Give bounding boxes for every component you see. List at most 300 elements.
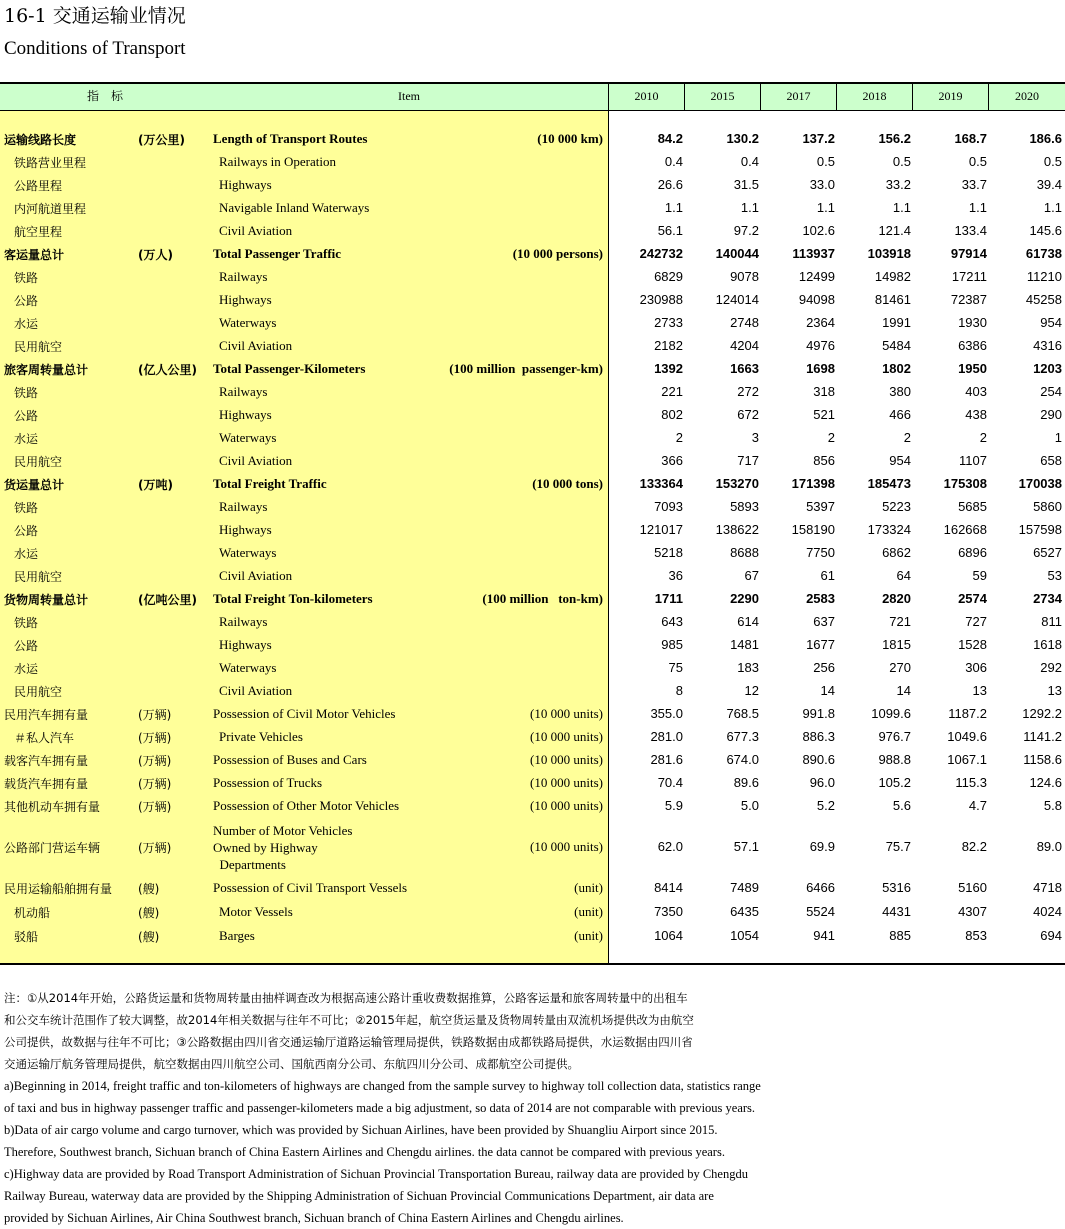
table-row bbox=[0, 748, 1065, 771]
cell-value: 62.0 bbox=[657, 839, 683, 854]
cell-value: 84.2 bbox=[657, 131, 683, 146]
cell-value: 721 bbox=[889, 614, 911, 629]
table-row bbox=[0, 311, 1065, 334]
cell-value: 61738 bbox=[1025, 246, 1062, 261]
row-label-en: Civil Aviation bbox=[219, 338, 293, 353]
cell-value: 157598 bbox=[1018, 522, 1062, 537]
row-unit-en: (unit) bbox=[574, 928, 603, 943]
row-unit-cn: (万公里) bbox=[138, 133, 185, 147]
cell-value: 5223 bbox=[882, 499, 911, 514]
row-label-en: Barges bbox=[219, 928, 255, 943]
cell-value: 1.1 bbox=[1043, 200, 1062, 215]
cell-value: 521 bbox=[813, 407, 835, 422]
cell-value: 130.2 bbox=[726, 131, 759, 146]
row-label-cn: 货运量总计 bbox=[4, 478, 65, 492]
cell-value: 59 bbox=[972, 568, 987, 583]
row-label-en: Civil Aviation bbox=[219, 453, 293, 468]
cell-value: 0.5 bbox=[816, 154, 835, 169]
cell-value: 5860 bbox=[1033, 499, 1062, 514]
row-label-en: Possession of Civil Transport Vessels bbox=[213, 880, 408, 895]
cell-value: 2 bbox=[675, 430, 683, 445]
cell-value: 175308 bbox=[943, 476, 987, 491]
table-row bbox=[0, 820, 1065, 874]
cell-value: 8414 bbox=[654, 880, 683, 895]
cell-value: 72387 bbox=[950, 292, 987, 307]
cell-value: 8 bbox=[675, 683, 683, 698]
cell-value: 5218 bbox=[654, 545, 683, 560]
cell-value: 39.4 bbox=[1036, 177, 1062, 192]
column-divider bbox=[760, 83, 761, 110]
note-cn-line: 交通运输厅航务管理局提供，航空数据由四川航空公司、国航西南分公司、东航四川分公司、成都航空公司提供。 bbox=[4, 1057, 579, 1071]
cell-value: 158190 bbox=[791, 522, 835, 537]
note-en-line: Railway Bureau, waterway data are provided by the Shipping Administration of Sichuan Provincial Communications Department, air data are bbox=[4, 1189, 714, 1203]
row-label-cn: 民用汽车拥有量 bbox=[4, 708, 89, 722]
table-row bbox=[0, 150, 1065, 173]
cell-value: 0.4 bbox=[740, 154, 759, 169]
cell-value: 33.0 bbox=[809, 177, 835, 192]
cell-value: 677.3 bbox=[726, 729, 759, 744]
cell-value: 281.0 bbox=[650, 729, 683, 744]
table-row bbox=[0, 702, 1065, 725]
header-year: 2020 bbox=[989, 83, 1065, 110]
cell-value: 355.0 bbox=[650, 706, 683, 721]
cell-value: 171398 bbox=[791, 476, 835, 491]
cell-value: 1677 bbox=[806, 637, 835, 652]
row-label-cn: 铁路 bbox=[14, 386, 39, 400]
table-row bbox=[0, 288, 1065, 311]
cell-value: 7350 bbox=[654, 904, 683, 919]
row-unit-en: (unit) bbox=[574, 880, 603, 895]
cell-value: 2748 bbox=[730, 315, 759, 330]
cell-value: 768.5 bbox=[726, 706, 759, 721]
cell-value: 1 bbox=[1054, 430, 1062, 445]
cell-value: 33.2 bbox=[885, 177, 911, 192]
header-item: Item bbox=[210, 83, 608, 110]
cell-value: 954 bbox=[889, 453, 911, 468]
cell-value: 4431 bbox=[882, 904, 911, 919]
cell-value: 6527 bbox=[1033, 545, 1062, 560]
table-row bbox=[0, 357, 1065, 380]
row-label-cn: 货物周转量总计 bbox=[4, 593, 89, 607]
cell-value: 7489 bbox=[730, 880, 759, 895]
cell-value: 2 bbox=[979, 430, 987, 445]
cell-value: 1292.2 bbox=[1022, 706, 1062, 721]
cell-value: 1054 bbox=[730, 928, 759, 943]
cell-value: 6862 bbox=[882, 545, 911, 560]
cell-value: 380 bbox=[889, 384, 911, 399]
cell-value: 5524 bbox=[806, 904, 835, 919]
cell-value: 13 bbox=[972, 683, 987, 698]
cell-value: 853 bbox=[965, 928, 987, 943]
row-label-cn: 水运 bbox=[14, 432, 39, 446]
row-unit-en: (10 000 units) bbox=[530, 775, 603, 790]
cell-value: 53 bbox=[1047, 568, 1062, 583]
cell-value: 133364 bbox=[639, 476, 683, 491]
table-row bbox=[0, 771, 1065, 794]
cell-value: 1930 bbox=[958, 315, 987, 330]
row-unit-cn: (万辆) bbox=[138, 777, 172, 791]
cell-value: 105.2 bbox=[878, 775, 911, 790]
cell-value: 1.1 bbox=[740, 200, 759, 215]
row-label-en: Railways bbox=[219, 499, 268, 514]
row-label-cn: 运输线路长度 bbox=[4, 133, 77, 147]
table-row bbox=[0, 426, 1065, 449]
cell-value: 256 bbox=[813, 660, 835, 675]
row-label-en: Possession of Trucks bbox=[213, 775, 323, 790]
row-label-cn: 铁路 bbox=[14, 616, 39, 630]
cell-value: 614 bbox=[737, 614, 759, 629]
row-label-en: Possession of Civil Motor Vehicles bbox=[213, 706, 396, 721]
row-unit-cn: (万吨) bbox=[138, 478, 173, 492]
cell-value: 1067.1 bbox=[947, 752, 987, 767]
cell-value: 97914 bbox=[950, 246, 987, 261]
row-label-cn: 其他机动车拥有量 bbox=[4, 800, 101, 814]
row-label-en: Waterways bbox=[219, 660, 277, 675]
cell-value: 5160 bbox=[958, 880, 987, 895]
column-divider bbox=[912, 83, 913, 110]
table-row bbox=[0, 876, 1065, 900]
cell-value: 885 bbox=[889, 928, 911, 943]
note-cn-line: 注：①从2014年开始，公路货运量和货物周转量由抽样调查改为根据高速公路计重收费数据推算，公路客运量和旅客周转量中的出租车 bbox=[4, 991, 688, 1005]
table-row bbox=[0, 633, 1065, 656]
table-row bbox=[0, 219, 1065, 242]
cell-value: 17211 bbox=[951, 269, 987, 284]
cell-value: 1099.6 bbox=[871, 706, 911, 721]
cell-value: 954 bbox=[1040, 315, 1062, 330]
row-label-en-line: Number of Motor Vehicles bbox=[213, 823, 353, 838]
cell-value: 82.2 bbox=[961, 839, 987, 854]
row-label-cn: 公路里程 bbox=[14, 179, 63, 193]
cell-value: 133.4 bbox=[954, 223, 987, 238]
cell-value: 674.0 bbox=[726, 752, 759, 767]
header-bottom-rule bbox=[0, 110, 1065, 111]
table-row bbox=[0, 610, 1065, 633]
note-en-line: Therefore, Southwest branch, Sichuan branch of China Eastern Airlines and Chengdu airlines. the data cannot be compared with previous years. bbox=[4, 1145, 725, 1159]
row-unit-cn: (艘) bbox=[138, 882, 160, 896]
cell-value: 11210 bbox=[1026, 269, 1062, 284]
cell-value: 124.6 bbox=[1029, 775, 1062, 790]
cell-value: 4204 bbox=[730, 338, 759, 353]
cell-value: 5484 bbox=[882, 338, 911, 353]
cell-value: 1711 bbox=[654, 591, 683, 606]
cell-value: 1049.6 bbox=[947, 729, 987, 744]
cell-value: 290 bbox=[1040, 407, 1062, 422]
table-row bbox=[0, 334, 1065, 357]
cell-value: 6386 bbox=[958, 338, 987, 353]
cell-value: 637 bbox=[813, 614, 835, 629]
cell-value: 89.0 bbox=[1036, 839, 1062, 854]
row-label-en: Waterways bbox=[219, 545, 277, 560]
row-label-cn: 载货汽车拥有量 bbox=[4, 777, 89, 791]
cell-value: 162668 bbox=[943, 522, 987, 537]
cell-value: 5.0 bbox=[740, 798, 759, 813]
cell-value: 694 bbox=[1040, 928, 1062, 943]
row-label-cn: 旅客周转量总计 bbox=[4, 363, 89, 377]
cell-value: 1392 bbox=[654, 361, 683, 376]
cell-value: 890.6 bbox=[802, 752, 835, 767]
row-label-en: Motor Vessels bbox=[219, 904, 293, 919]
table-row bbox=[0, 472, 1065, 495]
cell-value: 36 bbox=[668, 568, 683, 583]
table-row bbox=[0, 518, 1065, 541]
cell-value: 113937 bbox=[792, 246, 835, 261]
cell-value: 0.4 bbox=[664, 154, 683, 169]
cell-value: 5893 bbox=[730, 499, 759, 514]
table-row bbox=[0, 403, 1065, 426]
cell-value: 1.1 bbox=[816, 200, 835, 215]
cell-value: 70.4 bbox=[657, 775, 683, 790]
cell-value: 886.3 bbox=[802, 729, 835, 744]
table-row bbox=[0, 265, 1065, 288]
cell-value: 1528 bbox=[958, 637, 987, 652]
cell-value: 7093 bbox=[654, 499, 683, 514]
column-divider bbox=[988, 83, 989, 110]
row-label-en: Civil Aviation bbox=[219, 683, 293, 698]
row-label-en: Total Passenger Traffic bbox=[213, 246, 342, 261]
row-label-en: Highways bbox=[219, 407, 272, 422]
cell-value: 13 bbox=[1047, 683, 1062, 698]
table-row bbox=[0, 900, 1065, 924]
row-unit-en: (unit) bbox=[574, 904, 603, 919]
cell-value: 0.5 bbox=[1043, 154, 1062, 169]
cell-value: 121017 bbox=[639, 522, 683, 537]
cell-value: 1.1 bbox=[968, 200, 987, 215]
row-label-en: Railways bbox=[219, 269, 268, 284]
row-unit-en: (10 000 units) bbox=[530, 798, 603, 813]
row-unit-en: (10 000 tons) bbox=[532, 476, 603, 491]
row-label-en: Total Passenger-Kilometers bbox=[213, 361, 366, 376]
cell-value: 140044 bbox=[715, 246, 759, 261]
cell-value: 988.8 bbox=[878, 752, 911, 767]
row-label-cn: 机动船 bbox=[14, 906, 51, 920]
cell-value: 2182 bbox=[654, 338, 683, 353]
cell-value: 1698 bbox=[806, 361, 835, 376]
table-row bbox=[0, 380, 1065, 403]
table-row bbox=[0, 564, 1065, 587]
header-year: 2015 bbox=[685, 83, 760, 110]
cell-value: 170038 bbox=[1018, 476, 1062, 491]
table-row bbox=[0, 449, 1065, 472]
cell-value: 242732 bbox=[639, 246, 683, 261]
row-label-en: Highways bbox=[219, 292, 272, 307]
cell-value: 14 bbox=[896, 683, 911, 698]
cell-value: 727 bbox=[965, 614, 987, 629]
cell-value: 4976 bbox=[806, 338, 835, 353]
cell-value: 403 bbox=[965, 384, 987, 399]
cell-value: 2574 bbox=[958, 591, 987, 606]
cell-value: 7750 bbox=[806, 545, 835, 560]
row-label-en: Railways in Operation bbox=[219, 154, 336, 169]
cell-value: 8688 bbox=[730, 545, 759, 560]
cell-value: 5.9 bbox=[664, 798, 683, 813]
row-label-en: Total Freight Ton-kilometers bbox=[213, 591, 373, 606]
cell-value: 2733 bbox=[654, 315, 683, 330]
cell-value: 221 bbox=[661, 384, 683, 399]
cell-value: 75 bbox=[668, 660, 683, 675]
cell-value: 281.6 bbox=[650, 752, 683, 767]
column-divider bbox=[836, 83, 837, 110]
row-unit-cn: (万辆) bbox=[138, 708, 172, 722]
cell-value: 2583 bbox=[806, 591, 835, 606]
row-label-cn: 民用航空 bbox=[14, 455, 63, 469]
row-label-cn: 公路 bbox=[14, 524, 39, 538]
row-label-cn: 民用航空 bbox=[14, 685, 63, 699]
row-label-cn: 铁路营业里程 bbox=[14, 156, 87, 170]
cell-value: 75.7 bbox=[885, 839, 911, 854]
cell-value: 2734 bbox=[1033, 591, 1062, 606]
cell-value: 717 bbox=[737, 453, 759, 468]
row-label-en: Length of Transport Routes bbox=[213, 131, 368, 146]
row-label-cn: 公路 bbox=[14, 639, 39, 653]
cell-value: 802 bbox=[661, 407, 683, 422]
table-row bbox=[0, 679, 1065, 702]
row-label-cn: 水运 bbox=[14, 317, 39, 331]
cell-value: 366 bbox=[661, 453, 683, 468]
row-label-cn: 公路 bbox=[14, 294, 39, 308]
row-label-cn: 水运 bbox=[14, 662, 39, 676]
cell-value: 466 bbox=[889, 407, 911, 422]
cell-value: 1158.6 bbox=[1023, 752, 1062, 767]
row-label-en: Navigable Inland Waterways bbox=[219, 200, 370, 215]
cell-value: 103918 bbox=[867, 246, 911, 261]
row-unit-en: (10 000 persons) bbox=[512, 246, 603, 261]
cell-value: 5.8 bbox=[1043, 798, 1062, 813]
cell-value: 306 bbox=[965, 660, 987, 675]
cell-value: 102.6 bbox=[802, 223, 835, 238]
row-label-en: Highways bbox=[219, 637, 272, 652]
row-label-en: Waterways bbox=[219, 315, 277, 330]
note-en-line: a)Beginning in 2014, freight traffic and ton-kilometers of highways are changed from the sample survey to highway toll collection data, statistics range bbox=[4, 1079, 761, 1093]
table-row bbox=[0, 127, 1065, 150]
cell-value: 1802 bbox=[882, 361, 911, 376]
row-label-cn: 水运 bbox=[14, 547, 39, 561]
cell-value: 976.7 bbox=[878, 729, 911, 744]
row-unit-cn: (亿人公里) bbox=[138, 363, 197, 377]
row-unit-cn: (万人) bbox=[138, 248, 173, 262]
cell-value: 985 bbox=[661, 637, 683, 652]
row-label-cn: 航空里程 bbox=[14, 225, 63, 239]
table-row bbox=[0, 794, 1065, 817]
row-label-cn: 民用航空 bbox=[14, 340, 63, 354]
cell-value: 67 bbox=[744, 568, 759, 583]
table-row bbox=[0, 495, 1065, 518]
cell-value: 5.2 bbox=[816, 798, 835, 813]
row-label-cn: 铁路 bbox=[14, 501, 39, 515]
header-year: 2017 bbox=[761, 83, 836, 110]
cell-value: 12 bbox=[744, 683, 759, 698]
row-label-en: Civil Aviation bbox=[219, 223, 293, 238]
cell-value: 9078 bbox=[730, 269, 759, 284]
row-label-cn: 公路 bbox=[14, 409, 39, 423]
cell-value: 26.6 bbox=[657, 177, 683, 192]
row-unit-en: (10 000 units) bbox=[530, 706, 603, 721]
row-unit-cn: (亿吨公里) bbox=[138, 593, 197, 607]
page-title-cn: 16-1 交通运输业情况 bbox=[4, 5, 186, 27]
cell-value: 121.4 bbox=[878, 223, 911, 238]
column-divider bbox=[684, 83, 685, 110]
footnotes bbox=[4, 987, 1054, 1229]
row-label-en: Highways bbox=[219, 522, 272, 537]
row-label-cn: 民用运输船舶拥有量 bbox=[4, 882, 113, 896]
table-row bbox=[0, 725, 1065, 748]
row-label-en: Civil Aviation bbox=[219, 568, 293, 583]
table-row bbox=[0, 196, 1065, 219]
cell-value: 1.1 bbox=[892, 200, 911, 215]
cell-value: 57.1 bbox=[733, 839, 759, 854]
cell-value: 96.0 bbox=[809, 775, 835, 790]
row-label-en: Total Freight Traffic bbox=[213, 476, 327, 491]
cell-value: 61 bbox=[820, 568, 835, 583]
cell-value: 138622 bbox=[715, 522, 759, 537]
row-unit-en: (10 000 units) bbox=[530, 752, 603, 767]
cell-value: 272 bbox=[737, 384, 759, 399]
cell-value: 81461 bbox=[874, 292, 911, 307]
row-label-en: Highways bbox=[219, 177, 272, 192]
row-label-en: Railways bbox=[219, 614, 268, 629]
cell-value: 115.3 bbox=[955, 775, 987, 790]
cell-value: 153270 bbox=[715, 476, 759, 491]
cell-value: 1950 bbox=[958, 361, 987, 376]
table-row bbox=[0, 541, 1065, 564]
cell-value: 156.2 bbox=[878, 131, 911, 146]
cell-value: 4718 bbox=[1033, 880, 1062, 895]
row-label-en: Railways bbox=[219, 384, 268, 399]
cell-value: 318 bbox=[813, 384, 835, 399]
cell-value: 2290 bbox=[730, 591, 759, 606]
cell-value: 14 bbox=[820, 683, 835, 698]
row-label-cn: 民用航空 bbox=[14, 570, 63, 584]
row-unit-cn: (艘) bbox=[138, 906, 160, 920]
cell-value: 12499 bbox=[798, 269, 835, 284]
row-unit-en: (10 000 units) bbox=[530, 729, 603, 744]
note-en-line: provided by Sichuan Airlines, Air China Southwest branch, Sichuan branch of China Eastern Airlines and Chengdu airlines. bbox=[4, 1211, 624, 1225]
row-unit-en: (100 million ton-km) bbox=[482, 591, 603, 606]
cell-value: 124014 bbox=[715, 292, 759, 307]
cell-value: 4307 bbox=[958, 904, 987, 919]
table-row bbox=[0, 924, 1065, 948]
cell-value: 1618 bbox=[1033, 637, 1062, 652]
table-bottom-rule bbox=[0, 963, 1065, 965]
cell-value: 991.8 bbox=[802, 706, 835, 721]
cell-value: 941 bbox=[813, 928, 835, 943]
cell-value: 185473 bbox=[867, 476, 911, 491]
cell-value: 4316 bbox=[1033, 338, 1062, 353]
row-label-en: Private Vehicles bbox=[219, 729, 303, 744]
cell-value: 1663 bbox=[730, 361, 759, 376]
cell-value: 14982 bbox=[874, 269, 911, 284]
page-title-en: Conditions of Transport bbox=[4, 38, 186, 59]
table-top-rule bbox=[0, 82, 1065, 84]
row-unit-en: (100 million passenger-km) bbox=[449, 361, 603, 376]
row-label-cn: 客运量总计 bbox=[4, 248, 65, 262]
row-label-en: Waterways bbox=[219, 430, 277, 445]
cell-value: 1991 bbox=[882, 315, 911, 330]
cell-value: 1.1 bbox=[664, 200, 683, 215]
header-year: 2019 bbox=[913, 83, 988, 110]
row-unit-cn: (万辆) bbox=[138, 800, 172, 814]
cell-value: 254 bbox=[1040, 384, 1062, 399]
cell-value: 5.6 bbox=[892, 798, 911, 813]
header-year: 2018 bbox=[837, 83, 912, 110]
cell-value: 2 bbox=[903, 430, 911, 445]
cell-value: 438 bbox=[965, 407, 987, 422]
cell-value: 672 bbox=[737, 407, 759, 422]
cell-value: 0.5 bbox=[892, 154, 911, 169]
note-cn-line: 公司提供，故数据与往年不可比；③公路数据由四川省交通运输厅道路运输管理局提供，铁路数据由成都铁路局提供，水运数据由四川省 bbox=[4, 1035, 693, 1049]
cell-value: 270 bbox=[889, 660, 911, 675]
cell-value: 2364 bbox=[806, 315, 835, 330]
cell-value: 2820 bbox=[882, 591, 911, 606]
